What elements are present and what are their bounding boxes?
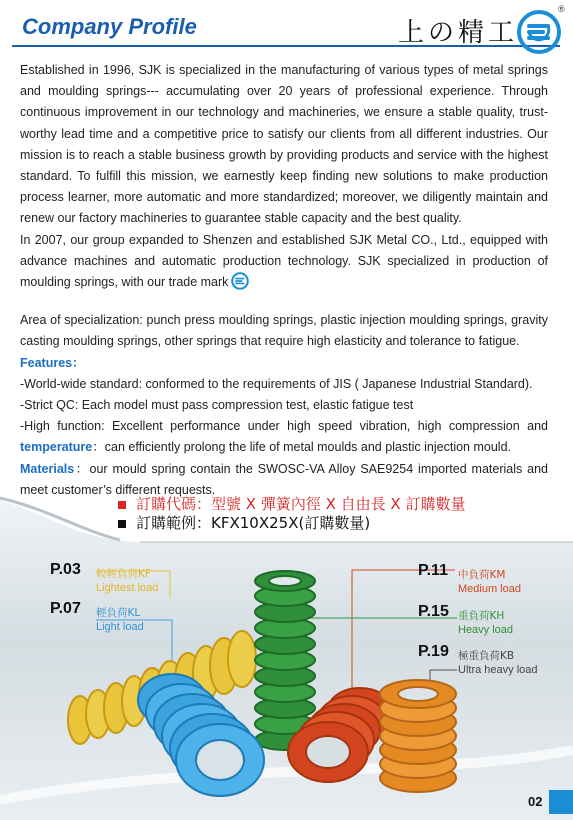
- materials-text: ：our mould spring contain the SWOSC-VA Alloy SAE9254 imported materials and meet customer’s different requests.: [20, 461, 548, 497]
- feature-high-function: [20, 416, 548, 458]
- registered-mark: ®: [558, 4, 565, 14]
- label-p19-en: Ultra heavy load: [458, 664, 538, 676]
- label-p03-cn: 較輕負荷KF: [96, 568, 151, 580]
- red-bullet-icon: [118, 501, 126, 509]
- page-tab-marker: [549, 790, 573, 814]
- order-info: [118, 495, 465, 533]
- label-p07-code: P.07: [50, 600, 81, 617]
- label-p15-en: Heavy load: [458, 624, 514, 636]
- order-code-text: 訂購代碼：型號 X 彈簧內徑 X 自由長 X 訂購數量: [136, 495, 466, 513]
- label-p15-cn: 重負荷KH: [458, 610, 505, 622]
- sjk-logo-icon: [517, 10, 561, 54]
- feature-jis: -World-wide standard: conformed to the requirements of JIS ( Japanese Industrial Standard).: [20, 376, 533, 391]
- label-p15-code: P.15: [418, 603, 449, 620]
- expansion-paragraph: [20, 230, 548, 294]
- expansion-text: In 2007, our group expanded to Shenzen and established SJK Metal CO., Ltd., equipped with advance machines and automatic production technology. SJK specialized in production of moulding springs, with our trade mark: [20, 232, 548, 290]
- order-example-row: [118, 514, 465, 533]
- orange-spring: [380, 680, 456, 792]
- order-example-text: 訂購範例：KFX10X25X(訂購數量): [136, 514, 371, 532]
- page-number: 02: [528, 794, 543, 809]
- temperature-highlight: temperature: [20, 440, 93, 455]
- label-p11-code: P.11: [418, 562, 448, 579]
- feature-qc: -Strict QC: Each model must pass compression test, elastic fatigue test: [20, 398, 414, 413]
- label-p11-en: Medium load: [458, 583, 521, 595]
- company-description: [20, 60, 548, 501]
- feature-high-function-text: -High function: Excellent performance under high speed vibration, high compression and: [20, 419, 548, 434]
- company-chinese-name: 上の精工: [398, 18, 519, 48]
- intro-paragraph: Established in 1996, SJK is specialized in the manufacturing of various types of metal springs and moulding springs--- accumulating over 20 years of professional experience. Through continuous improvement in our technology and machineries, we ensure a stable quality, trust-worthy lead time and a competitive price to satisfy our clients from all different industries. Our mission is to reach a stable business growth by providing products and service with the highest standard. To fulfill this mission, we earnestly keep finding new solutions to make production process learner, more automatic and more standardized; moreover, we diligently maintain and renew our factory machineries to guarantee stable capacity and the best quality.: [20, 63, 548, 226]
- label-p03-code: P.03: [50, 561, 81, 578]
- specialization-paragraph: Area of specialization: punch press moulding springs, plastic injection moulding springs, gravity casting moulding springs, other springs that require high elasticity and tolerance to fatigue.: [20, 313, 548, 349]
- label-p07-en: Light load: [96, 621, 144, 633]
- materials-heading: Materials: [20, 461, 75, 476]
- label-p19-code: P.19: [418, 643, 449, 660]
- label-p03-en: Lightest load: [96, 582, 159, 594]
- label-p07-cn: 輕負荷KL: [96, 607, 141, 619]
- order-code-row: [118, 495, 465, 514]
- feature-high-function-end: ：can efficiently prolong the life of metal moulds and plastic injection mould.: [92, 440, 511, 455]
- trademark-logo-icon: [231, 272, 249, 290]
- black-bullet-icon: [118, 520, 126, 528]
- page-title: Company Profile: [22, 14, 197, 39]
- label-p19-cn: 極重負荷KB: [458, 650, 515, 662]
- label-p11-cn: 中負荷KM: [458, 569, 506, 581]
- features-heading: Features：: [20, 355, 85, 370]
